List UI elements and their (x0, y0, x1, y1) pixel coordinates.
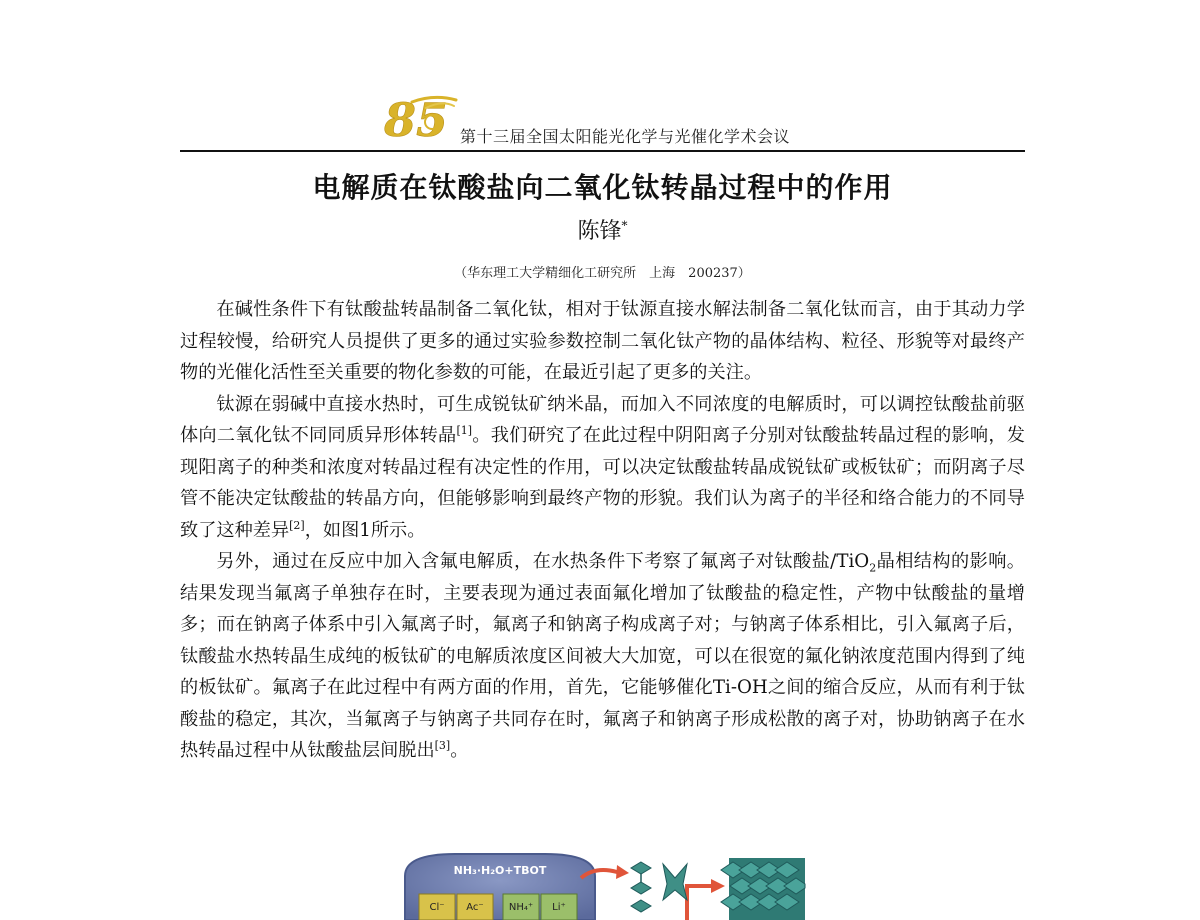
paragraph-3-text-b: 晶相结构的影响。结果发现当氟离子单独存在时，主要表现为通过表面氟化增加了钛酸盐的稳定性，产物中钛酸盐的量增多；而在钠离子体系中引入氟离子时，氟离子和钠离子构成离子对；与钠离子体系相比，引入氟离子后，钛酸盐水热转晶生成纯的板钛矿的电解质浓度区间被大大加宽，可以在很宽的氟化钠浓度范围内得到了纯的板钛矿。氟离子在此过程中有两方面的作用，首先，它能够催化Ti-OH之间的缩合反应，从而有利于钛酸盐的稳定，其次，当氟离子与钠离子共同存在时，氟离子和钠离子形成松散的离子对，协助钠离子在水热转晶过程中从钛酸盐层间脱出 (180, 551, 1025, 761)
octahedra-cluster-icon (631, 862, 651, 912)
arrow-2-head-icon (711, 879, 725, 893)
paragraph-3 (180, 546, 1025, 767)
citation-2: [2] (289, 518, 305, 532)
paragraph-3-text-a: 另外，通过在反应中加入含氟电解质，在水热条件下考察了氟离子对钛酸盐/TiO (216, 551, 870, 572)
arrow-1-head-icon (616, 865, 629, 879)
anion-label-2: Ac⁻ (466, 902, 484, 913)
affiliation: （华东理工大学精细化工研究所 上海 200237） (454, 266, 751, 281)
author-line (180, 214, 1025, 245)
author-name: 陈锋 (577, 219, 622, 244)
paragraph-2-text-a: 钛源在弱碱中直接水热时，可生成锐钛矿纳米晶，而加入不同浓度的电解质时，可以调控钛酸盐前驱体向二氧化钛不同同质异形体转晶 (180, 393, 1025, 446)
crystal-lattice-icon (721, 858, 805, 920)
paragraph-3-text-c: 。 (450, 740, 469, 761)
citation-1: [1] (456, 423, 473, 437)
header-divider (180, 150, 1025, 152)
paper-body (180, 294, 1025, 767)
conference-logo-icon (382, 92, 462, 144)
paragraph-1 (180, 294, 1025, 389)
arrow-2-icon (687, 886, 713, 920)
figure-1-preview (395, 848, 815, 920)
tio2-subscript: 2 (869, 561, 877, 575)
paragraph-1-text: 在碱性条件下有钛酸盐转晶制备二氧化钛，相对于钛源直接水解法制备二氧化钛而言，由于其动力学过程较慢，给研究人员提供了更多的通过实验参数控制二氧化钛产物的晶体结构、粒径、形貌等对最终产物的光催化活性至关重要的物化参数的可能，在最近引起了更多的关注。 (180, 299, 1025, 383)
cation-label-1: NH₄⁺ (508, 902, 534, 913)
paragraph-2 (180, 389, 1025, 547)
paragraph-2-text-c: ，如图1所示。 (304, 519, 426, 541)
cation-label-2: Li⁺ (552, 902, 566, 913)
citation-3: [3] (434, 738, 451, 752)
logo-number: 85 (384, 93, 449, 144)
figure-top-label: NH₃·H₂O+TBOT (453, 864, 547, 877)
paper-title: 电解质在钛酸盐向二氧化钛转晶过程中的作用 (312, 171, 893, 204)
paragraph-2-text-b: 。我们研究了在此过程中阴阳离子分别对钛酸盐转晶过程的影响，发现阳离子的种类和浓度对转晶过程有决定性的作用，可以决定钛酸盐转晶成锐钛矿或板钛矿；而阴离子尽管不能决定钛酸盐的转晶方向，但能够影响到最终产物的形貌。我们认为离子的半径和络合能力的不同导致了这种差异 (180, 425, 1025, 541)
author-mark: * (621, 218, 628, 233)
conference-name: 第十三届全国太阳能光化学与光催化学术会议 (460, 127, 791, 146)
anion-label-1: Cl⁻ (429, 902, 445, 913)
x-cluster-icon (663, 864, 687, 900)
